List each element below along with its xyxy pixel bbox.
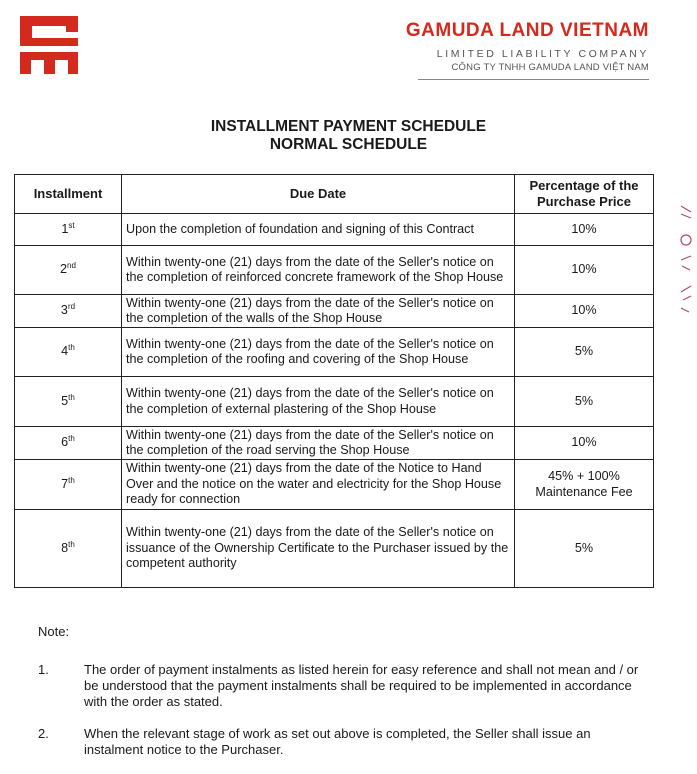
company-name: GAMUDA LAND VIETNAM — [405, 20, 649, 41]
note-item — [38, 726, 648, 758]
installment-cell: 1st — [15, 214, 122, 246]
header-installment: Installment — [15, 175, 122, 214]
percentage-cell: 10% — [515, 214, 654, 246]
installment-cell: 7th — [15, 460, 122, 510]
due-date-cell: Within twenty-one (21) days from the date of the Seller's notice on the completion of reinforced concrete framework of the Shop House — [122, 246, 515, 295]
installment-cell: 5th — [15, 377, 122, 427]
note-number: 1. — [38, 662, 49, 677]
title-line-1: INSTALLMENT PAYMENT SCHEDULE — [210, 118, 487, 135]
table-row — [15, 246, 654, 295]
header-percentage: Percentage of the Purchase Price — [515, 175, 654, 214]
payment-schedule-table — [14, 174, 654, 588]
company-subtitle: LIMITED LIABILITY COMPANY — [436, 48, 649, 60]
header-divider — [418, 79, 649, 80]
due-date-cell: Within twenty-one (21) days from the date of the Seller's notice on the completion of external plastering of the Shop House — [122, 377, 515, 427]
notes-label: Note: — [38, 624, 70, 639]
percentage-cell: 10% — [515, 427, 654, 460]
table-header-row — [15, 175, 654, 214]
table-row — [15, 510, 654, 588]
percentage-cell: 10% — [515, 246, 654, 295]
percentage-cell: 45% + 100% Maintenance Fee — [515, 460, 654, 510]
due-date-cell: Within twenty-one (21) days from the date of the Seller's notice on the completion of the road serving the Shop House — [122, 427, 515, 460]
side-stamp — [677, 200, 695, 320]
installment-cell: 4th — [15, 328, 122, 377]
note-text: When the relevant stage of work as set out above is completed, the Seller shall issue an instalment notice to the Purchaser. — [84, 726, 591, 757]
table-row — [15, 214, 654, 246]
table-row — [15, 295, 654, 328]
installment-cell: 3rd — [15, 295, 122, 328]
percentage-cell: 5% — [515, 377, 654, 427]
table-row — [15, 427, 654, 460]
due-date-cell: Upon the completion of foundation and signing of this Contract — [122, 214, 515, 246]
table-row — [15, 377, 654, 427]
gamuda-logo — [14, 12, 84, 76]
installment-cell: 8th — [15, 510, 122, 588]
percentage-cell: 5% — [515, 510, 654, 588]
due-date-cell: Within twenty-one (21) days from the date of the Notice to Hand Over and the notice on the water and electricity for the Shop House ready for connection — [122, 460, 515, 510]
note-number: 2. — [38, 726, 49, 741]
installment-cell: 2nd — [15, 246, 122, 295]
company-header — [406, 20, 649, 73]
table-row — [15, 460, 654, 510]
document-title — [0, 118, 697, 154]
due-date-cell: Within twenty-one (21) days from the date of the Seller's notice on the completion of the roofing and covering of the Shop House — [122, 328, 515, 377]
header-due-date: Due Date — [122, 175, 515, 214]
company-vn-name: CÔNG TY TNHH GAMUDA LAND VIỆT NAM — [451, 62, 649, 73]
title-line-2: NORMAL SCHEDULE — [269, 136, 428, 153]
percentage-cell: 5% — [515, 328, 654, 377]
due-date-cell: Within twenty-one (21) days from the date of the Seller's notice on the completion of the walls of the Shop House — [122, 295, 515, 328]
percentage-cell: 10% — [515, 295, 654, 328]
due-date-cell: Within twenty-one (21) days from the date of the Seller's notice on issuance of the Ownership Certificate to the Purchaser issued by the competent authority — [122, 510, 515, 588]
installment-cell: 6th — [15, 427, 122, 460]
notes-section — [38, 624, 648, 774]
note-item — [38, 662, 648, 710]
table-row — [15, 328, 654, 377]
note-text: The order of payment instalments as listed herein for easy reference and shall not mean and / or be understood that the payment instalments shall be required to be implemented in accordance with the order as stated. — [84, 662, 639, 709]
